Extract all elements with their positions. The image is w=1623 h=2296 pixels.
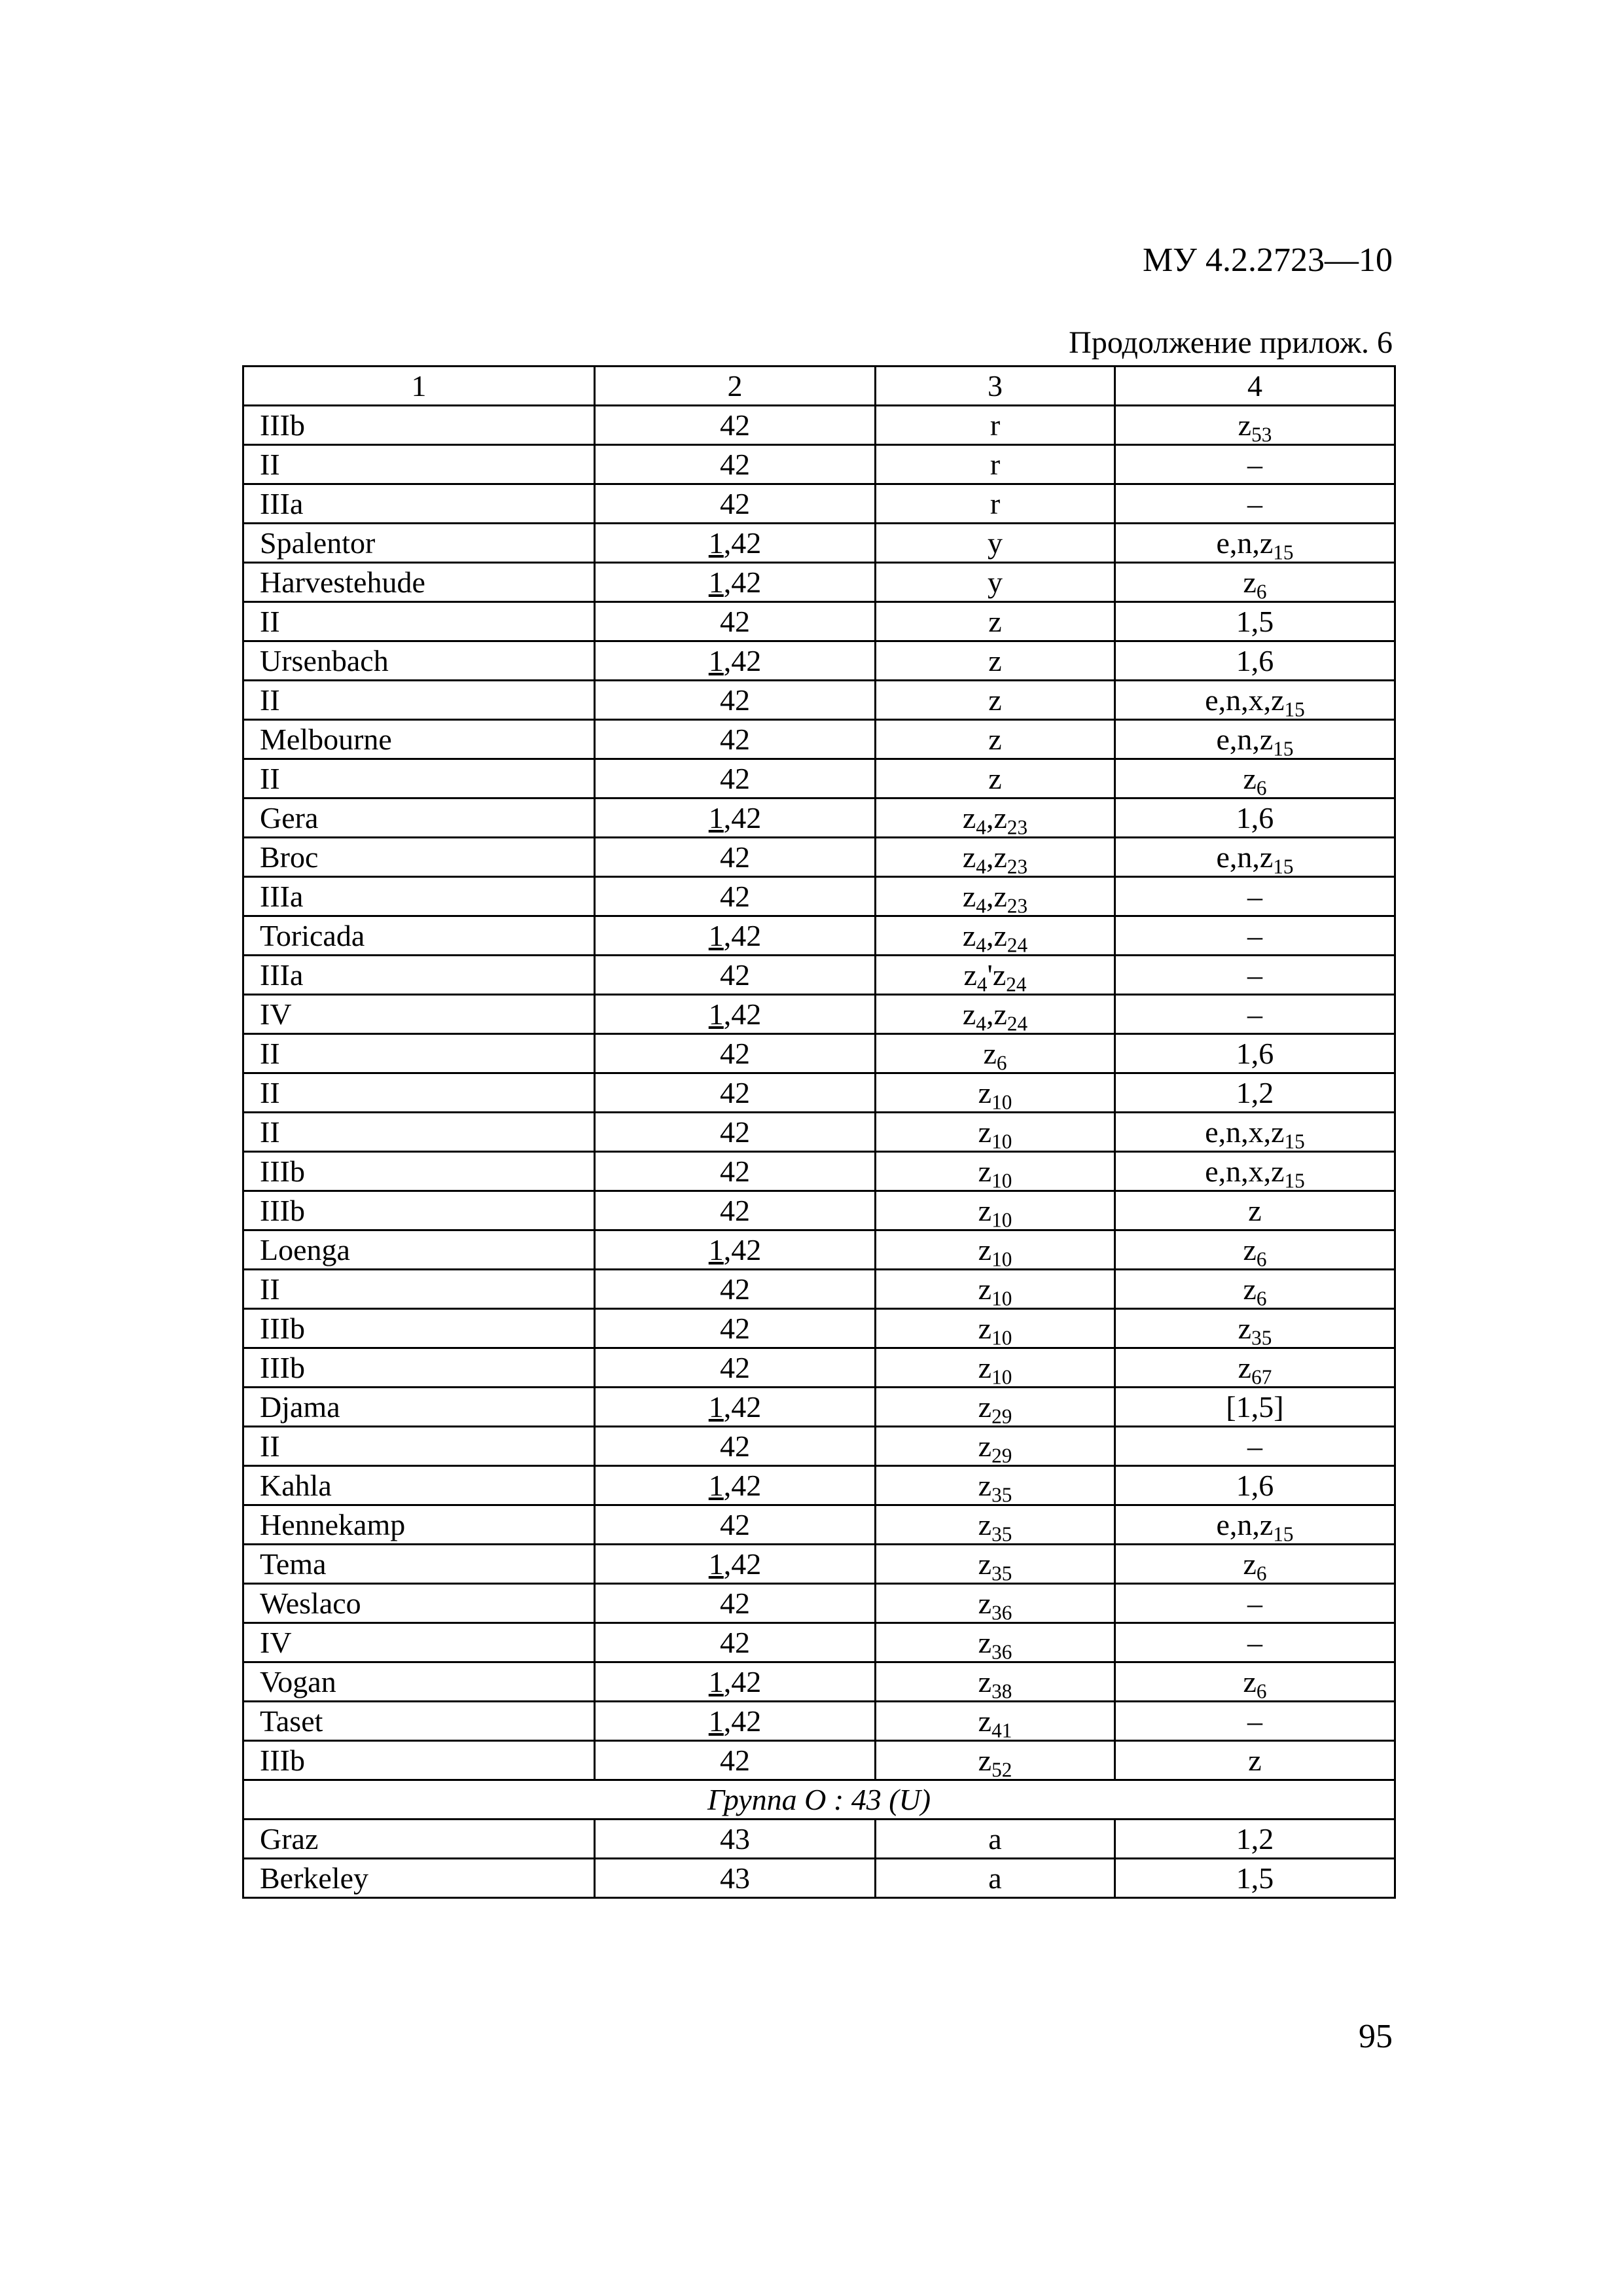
h-phase1-cell: z [876,641,1115,681]
h-phase1-cell: r [876,484,1115,524]
serovar-name-cell: Harvestehude [243,563,595,602]
table-row [243,1820,1395,1859]
h-phase2-cell: – [1115,1584,1395,1623]
o-antigen-cell: 1,42 [595,563,876,602]
o-antigen-cell: 42 [595,406,876,445]
h-phase1-cell: $z_4,z_{23}$ [876,798,1115,838]
o-antigen-cell: 1,42 [595,1662,876,1702]
table-row [243,602,1395,641]
table-row [243,1388,1395,1427]
column-header: 2 [595,367,876,406]
o-antigen-cell: 43 [595,1859,876,1898]
h-phase2-cell: 1,6 [1115,1034,1395,1073]
h-phase2-cell: – [1115,956,1395,995]
h-phase2-cell: $z_6$ [1115,563,1395,602]
continuation-label: Продолжение прилож. 6 [1069,325,1393,360]
serovar-name-cell: Toricada [243,916,595,956]
h-phase2-cell: 1,6 [1115,1466,1395,1505]
h-phase2-cell: 1,2 [1115,1073,1395,1113]
column-header: 3 [876,367,1115,406]
h-phase1-cell: r [876,445,1115,484]
h-phase2-cell: – [1115,1427,1395,1466]
h-phase1-cell: $z_{10}$ [876,1073,1115,1113]
table-row [243,681,1395,720]
table-row [243,1427,1395,1466]
o-antigen-cell: 1,42 [595,995,876,1034]
h-phase1-cell: $z_4,z_{23}$ [876,877,1115,916]
h-phase1-cell: $z_{10}$ [876,1113,1115,1152]
h-phase1-cell: a [876,1859,1115,1898]
h-phase1-cell: $z_6$ [876,1034,1115,1073]
o-antigen-cell: 42 [595,1505,876,1545]
serovar-name-cell: IIIa [243,484,595,524]
h-phase2-cell: [1,5] [1115,1388,1395,1427]
serovar-name-cell: Weslaco [243,1584,595,1623]
o-antigen-cell: 42 [595,1034,876,1073]
o-antigen-cell: 1,42 [595,1545,876,1584]
serovar-name-cell: II [243,681,595,720]
h-phase2-cell: 1,6 [1115,641,1395,681]
serovar-name-cell: II [243,445,595,484]
o-antigen-cell: 42 [595,602,876,641]
table-row [243,1230,1395,1270]
serovar-name-cell: IIIb [243,406,595,445]
h-phase2-cell: $e,n,z_{15}$ [1115,524,1395,563]
h-phase2-cell: $z_6$ [1115,1662,1395,1702]
h-phase1-cell: $z_4,z_{24}$ [876,916,1115,956]
serovar-name-cell: II [243,759,595,798]
h-phase1-cell: $z_{29}$ [876,1427,1115,1466]
serovar-name-cell: IIIa [243,956,595,995]
table-row [243,524,1395,563]
h-phase2-cell: $z_6$ [1115,1230,1395,1270]
table-row [243,641,1395,681]
h-phase2-cell: – [1115,1623,1395,1662]
h-phase1-cell: $z_{38}$ [876,1662,1115,1702]
h-phase2-cell: 1,5 [1115,1859,1395,1898]
h-phase1-cell: z [876,602,1115,641]
serovar-name-cell: II [243,1270,595,1309]
o-antigen-cell: 1,42 [595,1230,876,1270]
h-phase2-cell: $e,n,z_{15}$ [1115,1505,1395,1545]
serovar-name-cell: Graz [243,1820,595,1859]
h-phase1-cell: $z_{10}$ [876,1191,1115,1230]
h-phase2-cell: $z_{35}$ [1115,1309,1395,1348]
table-row [243,1309,1395,1348]
o-antigen-cell: 1,42 [595,1388,876,1427]
o-antigen-cell: 42 [595,877,876,916]
serovar-name-cell: Kahla [243,1466,595,1505]
h-phase2-cell: z [1115,1191,1395,1230]
table-body [243,406,1395,1898]
page-number: 95 [1359,2018,1393,2055]
table-row [243,1545,1395,1584]
h-phase2-cell: – [1115,484,1395,524]
table-row [243,484,1395,524]
serovar-name-cell: IIIb [243,1309,595,1348]
o-antigen-cell: 1,42 [595,916,876,956]
h-phase2-cell: 1,6 [1115,798,1395,838]
h-phase2-cell: $e,n,z_{15}$ [1115,838,1395,877]
table-row [243,1702,1395,1741]
h-phase1-cell: $z_4,z_{24}$ [876,995,1115,1034]
table-row [243,1152,1395,1191]
o-antigen-cell: 42 [595,1152,876,1191]
o-antigen-cell: 42 [595,1191,876,1230]
table-row [243,563,1395,602]
serovar-name-cell: Berkeley [243,1859,595,1898]
o-antigen-cell: 42 [595,1113,876,1152]
h-phase1-cell: $z_{10}$ [876,1230,1115,1270]
serovar-name-cell: Broc [243,838,595,877]
h-phase2-cell: $z_6$ [1115,759,1395,798]
h-phase1-cell: $z_{35}$ [876,1466,1115,1505]
h-phase2-cell: – [1115,877,1395,916]
h-phase2-cell: $z_{53}$ [1115,406,1395,445]
column-header: 4 [1115,367,1395,406]
h-phase1-cell: z [876,759,1115,798]
h-phase1-cell: $z_{41}$ [876,1702,1115,1741]
o-antigen-cell: 42 [595,1623,876,1662]
table-row [243,1073,1395,1113]
o-antigen-cell: 42 [595,838,876,877]
serovar-name-cell: II [243,1073,595,1113]
serovar-name-cell: IV [243,1623,595,1662]
table-row [243,798,1395,838]
table-row [243,1466,1395,1505]
h-phase2-cell: $z_6$ [1115,1270,1395,1309]
o-antigen-cell: 42 [595,1270,876,1309]
o-antigen-cell: 42 [595,1073,876,1113]
h-phase1-cell: $z_{29}$ [876,1388,1115,1427]
serovar-name-cell: IV [243,995,595,1034]
h-phase2-cell: $e,n,z_{15}$ [1115,720,1395,759]
table-row [243,838,1395,877]
column-header: 1 [243,367,595,406]
h-phase2-cell: $e,n,x,z_{15}$ [1115,1152,1395,1191]
serovar-name-cell: Tema [243,1545,595,1584]
serovar-name-cell: IIIa [243,877,595,916]
table-row [243,720,1395,759]
table-row [243,1662,1395,1702]
table-row [243,1505,1395,1545]
table-row [243,406,1395,445]
serovar-name-cell: Gera [243,798,595,838]
serovar-name-cell: Taset [243,1702,595,1741]
h-phase2-cell: $z_6$ [1115,1545,1395,1584]
serovar-name-cell: Djama [243,1388,595,1427]
h-phase1-cell: y [876,524,1115,563]
serovar-name-cell: IIIb [243,1152,595,1191]
h-phase1-cell: $z_4'z_{24}$ [876,956,1115,995]
table-row [243,445,1395,484]
o-antigen-cell: 42 [595,1741,876,1780]
h-phase1-cell: z [876,720,1115,759]
h-phase2-cell: $e,n,x,z_{15}$ [1115,681,1395,720]
o-antigen-cell: 1,42 [595,798,876,838]
h-phase1-cell: r [876,406,1115,445]
serovar-name-cell: Hennekamp [243,1505,595,1545]
serovar-name-cell: II [243,602,595,641]
h-phase1-cell: $z_{35}$ [876,1545,1115,1584]
serovar-name-cell: IIIb [243,1741,595,1780]
table-row [243,1623,1395,1662]
table-row [243,1113,1395,1152]
h-phase1-cell: a [876,1820,1115,1859]
serovar-table [242,365,1396,1899]
table-row [243,1859,1395,1898]
h-phase2-cell: – [1115,1702,1395,1741]
h-phase2-cell: $z_{67}$ [1115,1348,1395,1388]
h-phase1-cell: z [876,681,1115,720]
o-antigen-cell: 1,42 [595,1466,876,1505]
serovar-name-cell: IIIb [243,1348,595,1388]
serovar-name-cell: IIIb [243,1191,595,1230]
o-antigen-cell: 42 [595,720,876,759]
o-antigen-cell: 1,42 [595,1702,876,1741]
serovar-name-cell: Spalentor [243,524,595,563]
h-phase1-cell: $z_{36}$ [876,1584,1115,1623]
group-label: Группа О : 43 (U) [243,1780,1395,1820]
serovar-name-cell: Loenga [243,1230,595,1270]
table-row [243,995,1395,1034]
table-row [243,1741,1395,1780]
document-code: МУ 4.2.2723—10 [1142,242,1393,279]
o-antigen-cell: 42 [595,1427,876,1466]
serovar-name-cell: Ursenbach [243,641,595,681]
o-antigen-cell: 43 [595,1820,876,1859]
h-phase1-cell: $z_{10}$ [876,1270,1115,1309]
table-row [243,1191,1395,1230]
h-phase2-cell: 1,2 [1115,1820,1395,1859]
h-phase1-cell: $z_{10}$ [876,1309,1115,1348]
h-phase1-cell: y [876,563,1115,602]
o-antigen-cell: 42 [595,759,876,798]
h-phase2-cell: 1,5 [1115,602,1395,641]
group-row [243,1780,1395,1820]
serovar-name-cell: II [243,1113,595,1152]
table-row [243,1348,1395,1388]
table-row [243,1034,1395,1073]
serovar-name-cell: II [243,1034,595,1073]
table-row [243,877,1395,916]
h-phase2-cell: – [1115,995,1395,1034]
serovar-name-cell: II [243,1427,595,1466]
h-phase1-cell: $z_{10}$ [876,1152,1115,1191]
table-row [243,1584,1395,1623]
h-phase1-cell: $z_{36}$ [876,1623,1115,1662]
o-antigen-cell: 1,42 [595,641,876,681]
table-row [243,1270,1395,1309]
h-phase2-cell: z [1115,1741,1395,1780]
o-antigen-cell: 42 [595,1348,876,1388]
h-phase1-cell: $z_{35}$ [876,1505,1115,1545]
o-antigen-cell: 42 [595,1584,876,1623]
serovar-name-cell: Vogan [243,1662,595,1702]
table-header-row [243,367,1395,406]
o-antigen-cell: 1,42 [595,524,876,563]
table-row [243,916,1395,956]
h-phase1-cell: $z_{52}$ [876,1741,1115,1780]
h-phase2-cell: – [1115,445,1395,484]
o-antigen-cell: 42 [595,956,876,995]
h-phase1-cell: $z_{10}$ [876,1348,1115,1388]
o-antigen-cell: 42 [595,681,876,720]
table-row [243,759,1395,798]
table-row [243,956,1395,995]
h-phase2-cell: – [1115,916,1395,956]
h-phase2-cell: $e,n,x,z_{15}$ [1115,1113,1395,1152]
o-antigen-cell: 42 [595,1309,876,1348]
o-antigen-cell: 42 [595,484,876,524]
o-antigen-cell: 42 [595,445,876,484]
serovar-name-cell: Melbourne [243,720,595,759]
h-phase1-cell: $z_4,z_{23}$ [876,838,1115,877]
